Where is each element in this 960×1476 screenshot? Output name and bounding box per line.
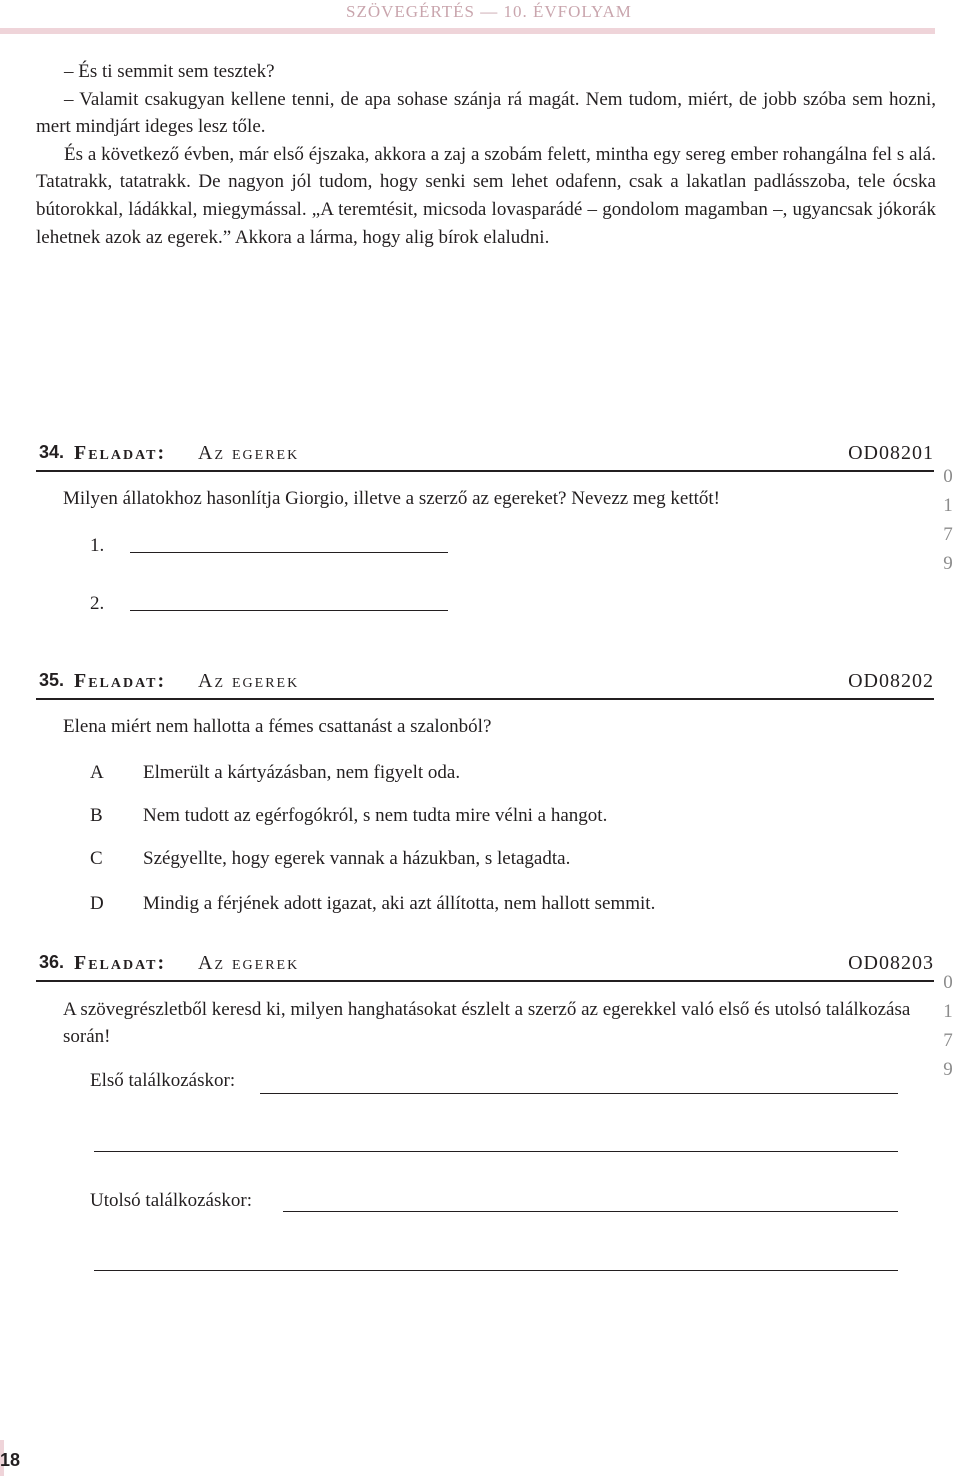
task-number: 36.	[39, 952, 65, 972]
score-code: 9	[943, 553, 953, 574]
score-code: 7	[943, 1030, 953, 1051]
last-encounter-label: Utolsó találkozáskor:	[90, 1190, 252, 1211]
answer-number: 1.	[90, 535, 105, 556]
first-encounter-label: Első találkozáskor:	[90, 1070, 236, 1091]
option-letter: C	[90, 848, 103, 869]
passage-line: – Valamit csakugyan kellene tenni, de apa sohase szánja rá magát. Nem tudom, miért, de jobb szóba sem hozni, mert mindjárt ideges lesz tőle.	[36, 88, 936, 138]
answer-2[interactable]	[90, 593, 104, 615]
passage	[36, 58, 936, 251]
passage-line: És a következő évben, már első éjszaka, akkora a zaj a szobám felett, mintha egy sereg ember rohangálna fel s alá. Tatatrakk, tatatrakk. De nagyon jól tudom, hogy senki sem lehet odafenn, csak a lakatlan padlásszoba, tele ócska bútorokkal, ládákkal, miegymással. „A teremtésit, micsoda lovasparádé – gondolom magamban –, ugyancsak jókorák lehetnek azok az egerek.” Akkora a lárma, hogy alig bírok elaludni.	[36, 143, 936, 248]
task-label: Feladat:	[74, 670, 167, 692]
task-label: Feladat:	[74, 952, 167, 974]
score-code: 1	[943, 1001, 953, 1022]
score-code: 7	[943, 524, 953, 545]
answer-number: 2.	[90, 593, 105, 614]
answer-blank[interactable]	[130, 552, 448, 553]
task-code: OD08202	[848, 670, 934, 692]
task-34-header	[36, 440, 934, 472]
score-code: 0	[943, 466, 953, 487]
answer-1[interactable]	[90, 535, 104, 557]
passage-line: – És ti semmit sem tesztek?	[64, 61, 275, 82]
task-code: OD08203	[848, 952, 934, 974]
task-code: OD08201	[848, 442, 934, 464]
option-text: Nem tudott az egérfogókról, s nem tudta mire vélni a hangot.	[143, 805, 608, 826]
page-number: 18	[0, 1450, 21, 1470]
first-encounter-input[interactable]	[260, 1093, 898, 1094]
task-35-header	[36, 668, 934, 700]
answer-blank[interactable]	[130, 610, 448, 611]
option-letter: A	[90, 762, 104, 783]
last-encounter-input-2[interactable]	[94, 1270, 898, 1271]
task-36-header	[36, 950, 934, 982]
task-number: 34.	[39, 442, 65, 462]
running-header: SZÖVEGÉRTÉS — 10. ÉVFOLYAM	[346, 2, 632, 21]
score-code: 0	[943, 972, 953, 993]
option-letter: B	[90, 805, 103, 826]
header-rule	[0, 28, 935, 34]
task-34-question: Milyen állatokhoz hasonlítja Giorgio, illetve a szerző az egereket? Nevezz meg kettőt!	[63, 488, 720, 509]
task-subject: Az egerek	[198, 952, 300, 974]
score-codes-34	[936, 462, 960, 578]
option-letter: D	[90, 893, 104, 914]
first-encounter-input-2[interactable]	[94, 1151, 898, 1152]
task-36-question: A szövegrészletből keresd ki, milyen hanghatásokat észlelt a szerző az egerekkel való első és utolsó találkozása során!	[63, 999, 911, 1047]
task-label: Feladat:	[74, 442, 167, 464]
option-text: Elmerült a kártyázásban, nem figyelt oda.	[143, 762, 461, 783]
task-subject: Az egerek	[198, 670, 300, 692]
task-35-question: Elena miért nem hallotta a fémes csattanást a szalonból?	[63, 716, 492, 737]
score-code: 9	[943, 1059, 953, 1080]
task-number: 35.	[39, 670, 65, 690]
option-text: Szégyellte, hogy egerek vannak a házukban, s letagadta.	[143, 848, 571, 869]
option-text: Mindig a férjének adott igazat, aki azt állította, nem hallott semmit.	[143, 893, 656, 914]
score-codes-36	[936, 968, 960, 1084]
score-code: 1	[943, 495, 953, 516]
task-subject: Az egerek	[198, 442, 300, 464]
last-encounter-input[interactable]	[283, 1211, 898, 1212]
